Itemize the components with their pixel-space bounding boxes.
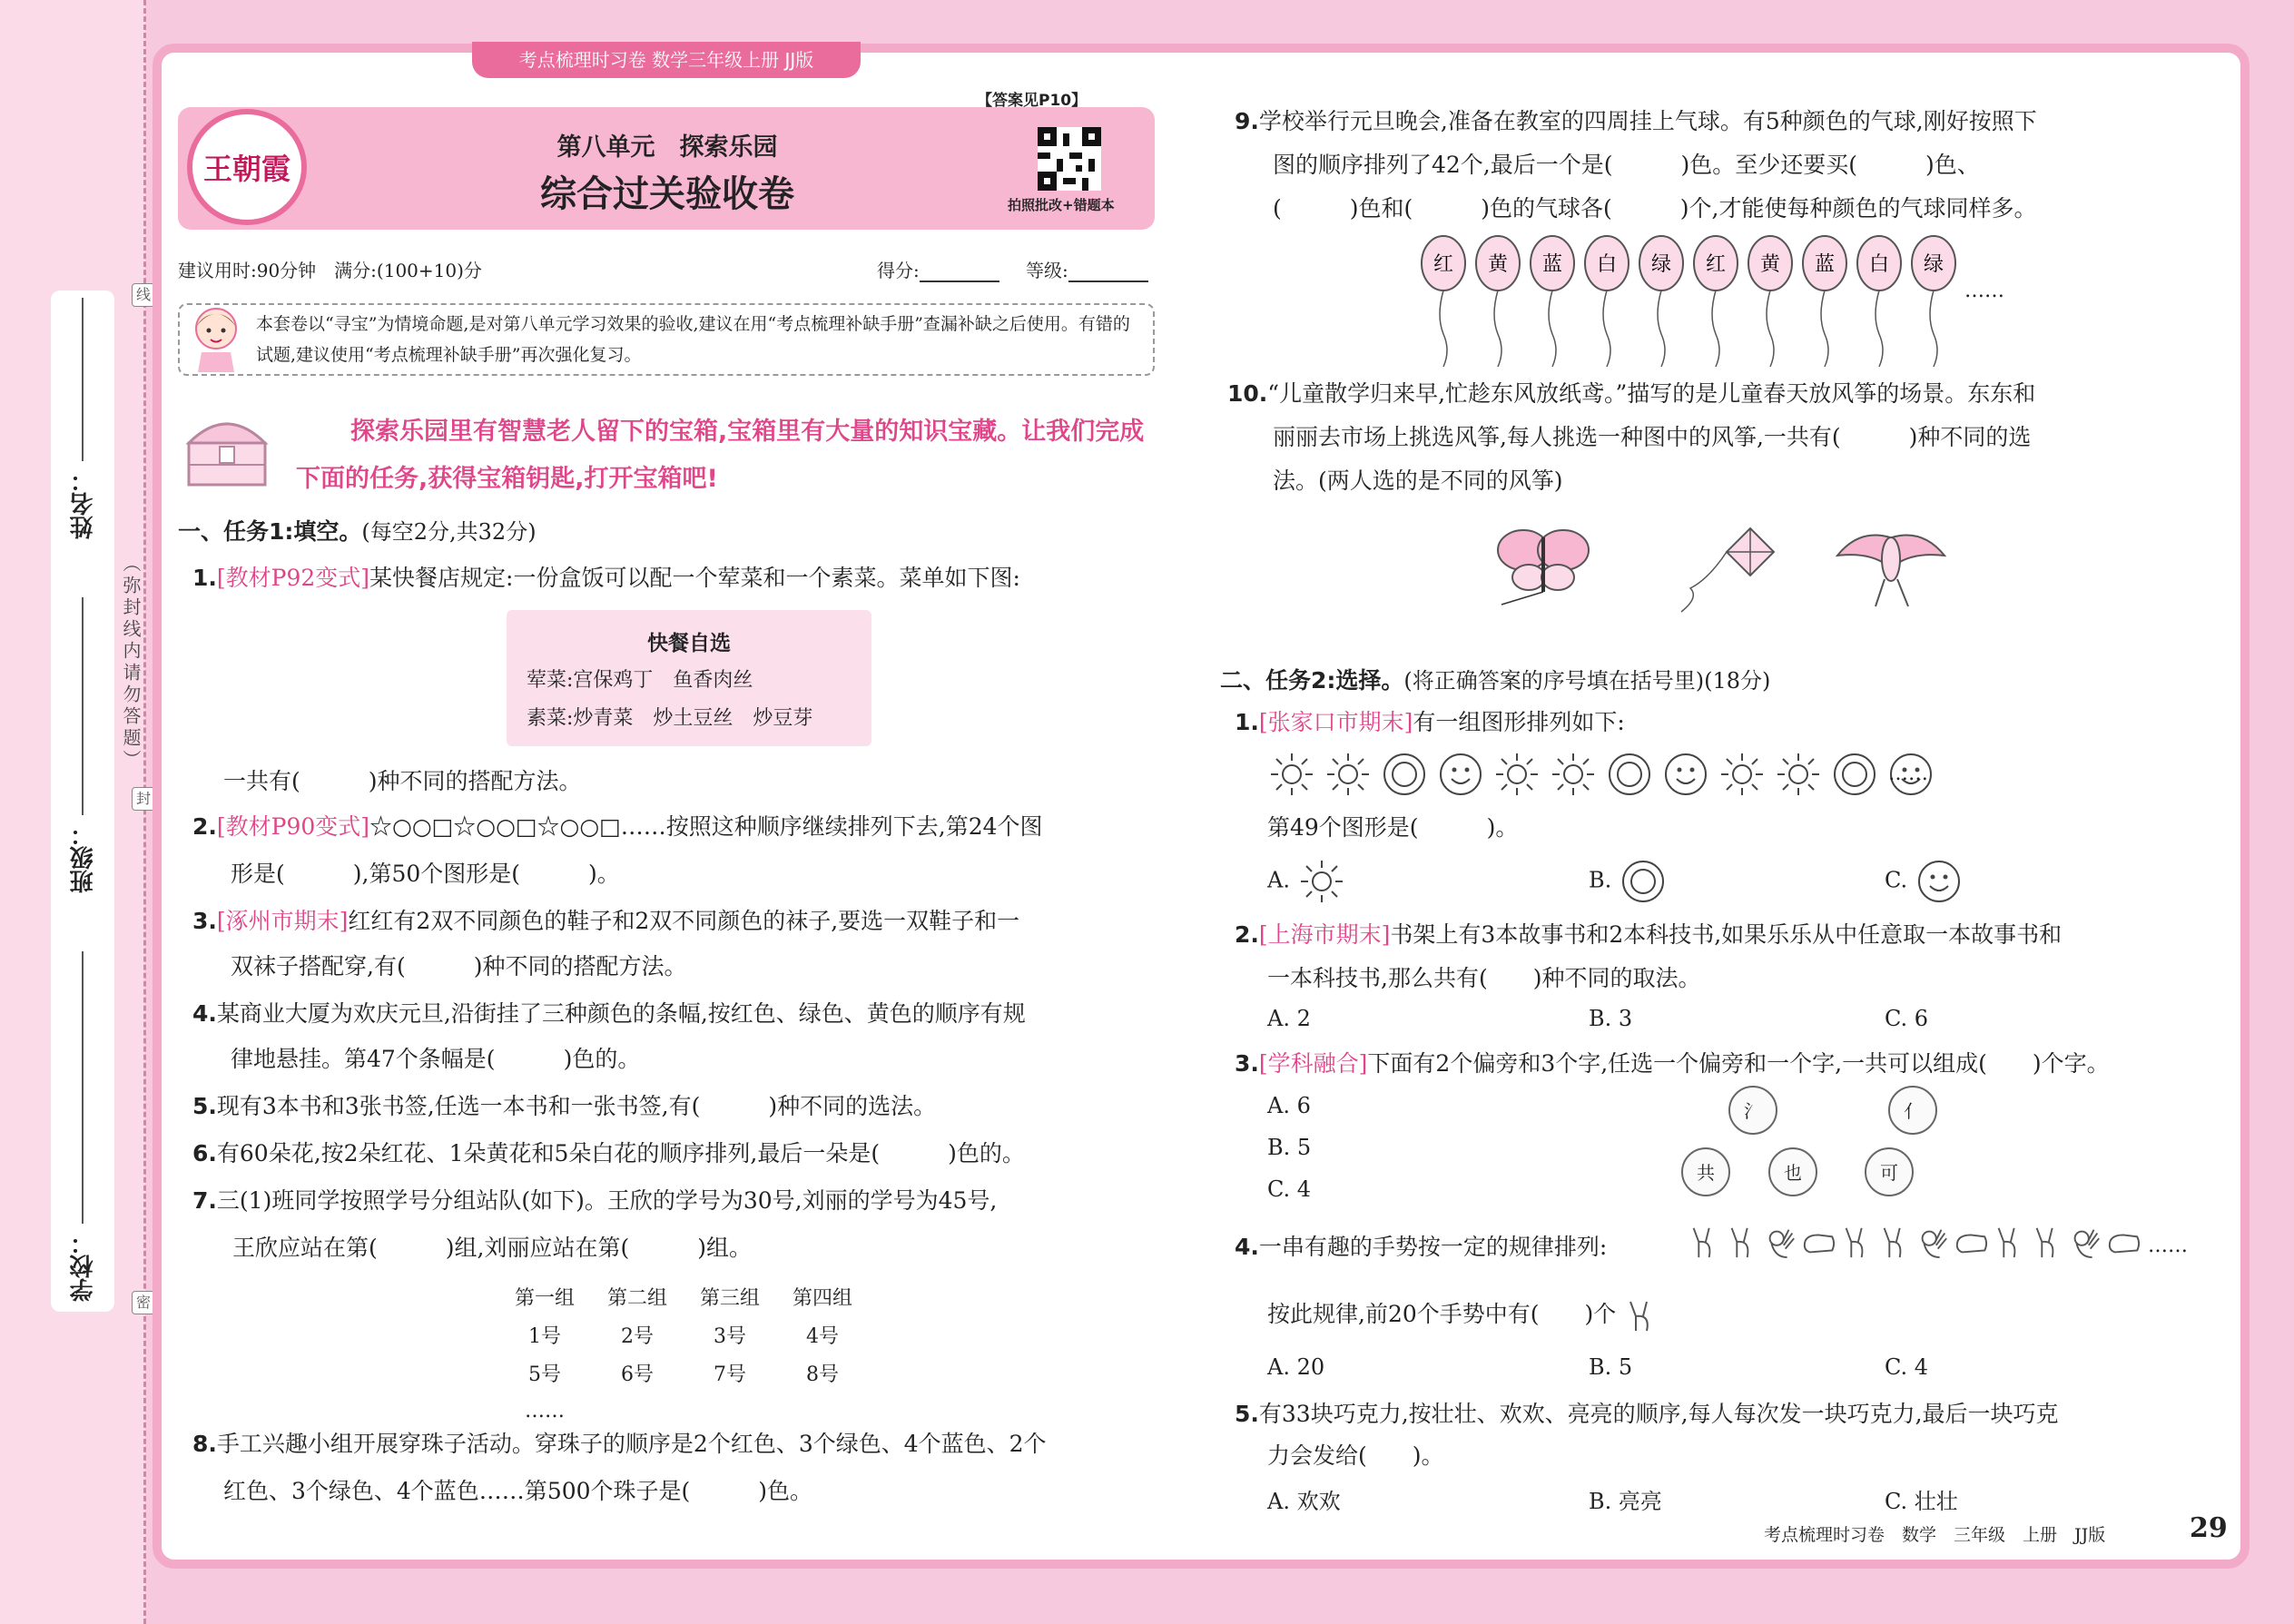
answer-reference: 【答案见P10】 bbox=[977, 92, 1088, 110]
gesture-ellipsis: …… bbox=[2148, 1235, 2188, 1257]
q6-number: 6. bbox=[192, 1140, 217, 1166]
c3-option-a[interactable]: A. 6 bbox=[1267, 1093, 1311, 1118]
c1-option-a-label: A. bbox=[1267, 867, 1290, 893]
double-circle-icon bbox=[1619, 857, 1668, 906]
score-blank[interactable] bbox=[920, 264, 999, 282]
binding-dashed-line bbox=[143, 0, 146, 1624]
score-field[interactable] bbox=[877, 256, 999, 282]
sun-icon bbox=[1324, 750, 1373, 799]
double-circle-icon bbox=[1830, 750, 1879, 799]
group-cell: 4号 bbox=[806, 1324, 839, 1348]
q9-text: 学校举行元旦晚会,准备在教室的四周挂上气球。有5种颜色的气球,刚好按照下 bbox=[1258, 108, 2037, 134]
radical-wheel: 亻 bbox=[1888, 1086, 1937, 1135]
menu-veg: 素菜:炒青菜 炒土豆丝 炒豆芽 bbox=[527, 707, 813, 730]
gesture-sequence bbox=[1687, 1222, 2141, 1262]
swallow-kite-icon bbox=[1832, 519, 1950, 614]
fist-hand-icon bbox=[1801, 1222, 1836, 1262]
shape-ellipsis: …… bbox=[1888, 763, 1928, 785]
group-row bbox=[499, 1316, 868, 1353]
class-line bbox=[82, 597, 84, 815]
section2-heading: 二、任务2:选择。 bbox=[1220, 667, 1404, 694]
question-4 bbox=[192, 991, 1164, 1037]
section1-heading: 一、任务1:填空。 bbox=[178, 518, 362, 545]
group-cell: 3号 bbox=[714, 1324, 746, 1348]
c4-text: 一串有趣的手势按一定的规律排列: bbox=[1258, 1234, 1608, 1260]
c2-text: 书架上有3本故事书和2本科技书,如果乐乐从中任意取一本故事书和 bbox=[1390, 921, 2063, 948]
q1-tag: [教材P92变式] bbox=[216, 565, 370, 591]
question-6[interactable] bbox=[192, 1131, 1164, 1176]
exam-title: 综合过关验收卷 bbox=[540, 173, 794, 215]
balloon-label: 绿 bbox=[1923, 253, 1944, 276]
seal-char-secret: 密 bbox=[132, 1291, 155, 1314]
school-line bbox=[82, 951, 84, 1224]
question-1 bbox=[192, 556, 1164, 601]
choice-3 bbox=[1235, 1042, 2206, 1086]
q5-text: 现有3本书和3张书签,任选一本书和一张书签,有( )种不同的选法。 bbox=[216, 1093, 937, 1119]
c5-option-b[interactable]: B. 亮亮 bbox=[1589, 1489, 1662, 1514]
group-header-row bbox=[499, 1278, 868, 1314]
v-sign-hand-icon bbox=[1687, 1222, 1721, 1262]
name-label: 姓名： bbox=[69, 468, 97, 539]
c2-tag: [上海市期末] bbox=[1258, 921, 1391, 948]
brand-logo: 王朝霞 bbox=[187, 109, 307, 225]
ok-hand-icon bbox=[1763, 1222, 1797, 1262]
group-header: 第二组 bbox=[606, 1286, 667, 1310]
level-field[interactable] bbox=[1026, 256, 1148, 282]
v-sign-hand-icon bbox=[1992, 1222, 2026, 1262]
group-cell: 5号 bbox=[528, 1363, 561, 1386]
v-sign-hand-icon bbox=[1725, 1222, 1759, 1262]
score-label: 得分: bbox=[877, 260, 920, 281]
c4-answer-text: 按此规律,前20个手势中有( )个 bbox=[1267, 1301, 1617, 1327]
balloon-label: 蓝 bbox=[1814, 253, 1836, 276]
c2-answer-line[interactable]: 一本科技书,那么共有( )种不同的取法。 bbox=[1267, 965, 1701, 991]
section1-title bbox=[178, 514, 537, 546]
char-wheel: 共 bbox=[1681, 1147, 1730, 1196]
q6-text: 有60朵花,按2朵红花、1朵黄花和5朵白花的顺序排列,最后一朵是( )色的。 bbox=[216, 1140, 1025, 1166]
q3-answer-line[interactable]: 双袜子搭配穿,有( )种不同的搭配方法。 bbox=[231, 953, 687, 979]
balloon-label: 黄 bbox=[1759, 253, 1781, 276]
c5-text: 有33块巧克力,按壮壮、欢欢、亮亮的顺序,每人每次发一块巧克力,最后一块巧克 bbox=[1258, 1401, 2059, 1427]
question-7 bbox=[192, 1178, 1164, 1224]
question-10 bbox=[1227, 372, 2199, 416]
c5-answer-line[interactable]: 力会发给( )。 bbox=[1267, 1442, 1444, 1469]
sun-icon bbox=[1549, 750, 1598, 799]
q2-answer-line[interactable]: 形是( ),第50个图形是( )。 bbox=[231, 861, 620, 887]
c1-option-a[interactable] bbox=[1267, 857, 1346, 906]
seal-note: （弥封线内请勿答题） bbox=[120, 554, 142, 772]
q10-number: 10. bbox=[1227, 380, 1268, 407]
c4-option-c[interactable]: C. 4 bbox=[1885, 1354, 1929, 1380]
c3-option-b[interactable]: B. 5 bbox=[1267, 1135, 1312, 1160]
q10-text: “儿童散学归来早,忙趁东风放纸鸢。”描写的是儿童春天放风筝的场景。东东和 bbox=[1267, 380, 2036, 407]
choice-1 bbox=[1235, 701, 1625, 744]
unit-title: 第八单元 探索乐园 bbox=[556, 133, 778, 162]
diamond-kite-icon bbox=[1672, 525, 1781, 619]
balloon-label: 白 bbox=[1868, 253, 1890, 276]
balloons-figure bbox=[1416, 234, 2033, 370]
c5-option-a[interactable]: A. 欢欢 bbox=[1267, 1489, 1341, 1514]
q1-answer-line[interactable]: 一共有( )种不同的搭配方法。 bbox=[223, 768, 582, 794]
question-9 bbox=[1235, 100, 2197, 143]
q8-answer-line[interactable]: 红色、3个绿色、4个蓝色……第500个珠子是( )色。 bbox=[223, 1478, 813, 1504]
seal-char-line: 线 bbox=[132, 283, 155, 307]
v-sign-hand-icon bbox=[1877, 1222, 1912, 1262]
c1-option-b[interactable] bbox=[1589, 857, 1668, 906]
butterfly-kite-icon bbox=[1489, 519, 1598, 606]
question-3 bbox=[192, 899, 1164, 944]
smiley-icon bbox=[1436, 750, 1485, 799]
balloon-string bbox=[1440, 290, 1447, 367]
q9-number: 9. bbox=[1235, 108, 1259, 134]
group-cell: 6号 bbox=[621, 1363, 654, 1386]
class-label: 班级： bbox=[69, 822, 97, 893]
sun-icon bbox=[1718, 750, 1767, 799]
radical-wheel: 氵 bbox=[1728, 1086, 1777, 1135]
c4-option-a[interactable]: A. 20 bbox=[1267, 1354, 1325, 1380]
time-score: 建议用时:90分钟 满分:(100+10)分 bbox=[178, 260, 482, 281]
sun-icon bbox=[1297, 857, 1346, 906]
c5-number: 5. bbox=[1235, 1401, 1259, 1427]
question-2 bbox=[192, 804, 1164, 850]
q1-number: 1. bbox=[192, 565, 217, 591]
smiley-icon bbox=[1915, 857, 1964, 906]
choice-5 bbox=[1235, 1393, 2206, 1436]
q8-number: 8. bbox=[192, 1431, 217, 1457]
balloon-string bbox=[1930, 290, 1937, 367]
ok-hand-icon bbox=[2068, 1222, 2102, 1262]
q4-answer-line[interactable]: 律地悬挂。第47个条幅是( )色的。 bbox=[231, 1046, 641, 1072]
name-field[interactable] bbox=[51, 290, 114, 539]
balloon-row bbox=[1416, 234, 2033, 370]
group-header: 第三组 bbox=[699, 1286, 760, 1310]
group-header: 第一组 bbox=[514, 1286, 575, 1310]
c3-tag: [学科融合] bbox=[1258, 1050, 1368, 1077]
question-5[interactable] bbox=[192, 1084, 1164, 1129]
menu-meat: 荤菜:宫保鸡丁 鱼香肉丝 bbox=[527, 669, 753, 692]
level-label: 等级: bbox=[1026, 260, 1068, 281]
q2-text: ☆○○□☆○○□☆○○□……按照这种顺序继续排列下去,第24个图 bbox=[369, 813, 1043, 840]
double-circle-icon bbox=[1605, 750, 1654, 799]
sun-icon bbox=[1267, 750, 1316, 799]
balloon-string bbox=[1603, 290, 1610, 367]
c1-option-c[interactable] bbox=[1885, 857, 1964, 906]
balloon-string bbox=[1876, 290, 1883, 367]
group-cell: 8号 bbox=[806, 1363, 839, 1386]
balloon-label: 蓝 bbox=[1541, 253, 1563, 276]
v-sign-hand-icon bbox=[1623, 1298, 1659, 1334]
group-ellipsis: …… bbox=[525, 1399, 565, 1422]
balloon-ellipsis: …… bbox=[1964, 280, 2004, 302]
q2-tag: [教材P90变式] bbox=[216, 813, 370, 840]
menu-title: 快餐自选 bbox=[647, 632, 731, 655]
q2-number: 2. bbox=[192, 813, 217, 840]
q9-line-2[interactable]: 图的顺序排列了42个,最后一个是( )色。至少还要买( )色、 bbox=[1273, 152, 1980, 178]
balloon-label: 绿 bbox=[1650, 253, 1672, 276]
group-cell: 2号 bbox=[621, 1324, 654, 1348]
c3-option-c[interactable]: C. 4 bbox=[1267, 1176, 1312, 1202]
c1-tag: [张家口市期末] bbox=[1258, 709, 1413, 735]
q10-line-3: 法。(两人选的是不同的风筝) bbox=[1273, 468, 1563, 494]
treasure-chest-icon bbox=[182, 410, 272, 490]
sun-icon bbox=[1492, 750, 1541, 799]
school-label: 学校： bbox=[69, 1231, 97, 1302]
c2-option-c[interactable]: C. 6 bbox=[1885, 1006, 1929, 1031]
girl-avatar-icon bbox=[189, 303, 243, 372]
choice-2 bbox=[1235, 913, 2206, 957]
story-banner: 探索乐园里有智慧老人留下的宝箱,宝箱里有大量的知识宝藏。让我们完成下面的任务,获得宝箱钥匙,打开宝箱吧! bbox=[296, 418, 1145, 493]
smiley-icon bbox=[1661, 750, 1710, 799]
page-footer: 考点梳理时习卷 数学 三年级 上册 JJ版 bbox=[1764, 1525, 2106, 1545]
c1-option-c-label: C. bbox=[1885, 867, 1908, 893]
fist-hand-icon bbox=[1954, 1222, 1988, 1262]
qr-caption: 拍照批改+错题本 bbox=[1008, 197, 1115, 213]
shape-seq bbox=[1267, 750, 1935, 799]
group-header: 第四组 bbox=[792, 1286, 852, 1310]
c4-number: 4. bbox=[1235, 1234, 1259, 1260]
c4-option-b[interactable]: B. 5 bbox=[1589, 1354, 1633, 1380]
q7-number: 7. bbox=[192, 1187, 217, 1214]
balloon-label: 红 bbox=[1433, 253, 1454, 276]
q4-text: 某商业大厦为欢庆元旦,沿街挂了三种颜色的条幅,按红色、绿色、黄色的顺序有规 bbox=[216, 1000, 1026, 1027]
v-sign-hand-icon bbox=[1839, 1222, 1874, 1262]
q10-line-2[interactable]: 丽丽去市场上挑选风筝,每人挑选一种图中的风筝,一共有( )种不同的选 bbox=[1273, 424, 2032, 450]
question-8 bbox=[192, 1422, 1164, 1467]
c2-option-b[interactable]: B. 3 bbox=[1589, 1006, 1633, 1031]
c3-number: 3. bbox=[1235, 1050, 1259, 1077]
q7-text: 三(1)班同学按照学号分组站队(如下)。王欣的学号为30号,刘丽的学号为45号, bbox=[216, 1187, 998, 1214]
top-tab: 考点梳理时习卷 数学三年级上册 JJ版 bbox=[472, 42, 861, 78]
char-wheel: 可 bbox=[1865, 1147, 1914, 1196]
balloon-string bbox=[1712, 290, 1719, 367]
char-wheel: 也 bbox=[1768, 1147, 1817, 1196]
seal-char-seal: 封 bbox=[132, 787, 155, 811]
balloon-string bbox=[1821, 290, 1828, 367]
shape-sequence bbox=[1267, 750, 1935, 804]
class-field[interactable] bbox=[51, 590, 114, 893]
c1-text: 有一组图形排列如下: bbox=[1413, 709, 1625, 735]
section1-score: (每空2分,共32分) bbox=[361, 519, 537, 545]
ok-hand-icon bbox=[1915, 1222, 1950, 1262]
q3-tag: [涿州市期末] bbox=[216, 908, 349, 934]
c3-text: 下面有2个偏旁和3个字,任选一个偏旁和一个字,一共可以组成( )个字。 bbox=[1367, 1050, 2110, 1077]
group-cell: 7号 bbox=[714, 1363, 746, 1386]
q8-text: 手工兴趣小组开展穿珠子活动。穿珠子的顺序是2个红色、3个绿色、4个蓝色、2个 bbox=[216, 1431, 1047, 1457]
balloon-string bbox=[1658, 290, 1665, 367]
double-circle-icon bbox=[1380, 750, 1429, 799]
q3-number: 3. bbox=[192, 908, 217, 934]
choice-4 bbox=[1235, 1225, 1607, 1269]
c1-option-b-label: B. bbox=[1589, 867, 1612, 893]
q1-text: 某快餐店规定:一份盒饭可以配一个荤菜和一个素菜。菜单如下图: bbox=[369, 565, 1020, 591]
q4-number: 4. bbox=[192, 1000, 217, 1027]
group-cell: 1号 bbox=[528, 1324, 561, 1348]
group-table bbox=[497, 1276, 870, 1431]
q7-answer-line[interactable]: 王欣应站在第( )组,刘丽应站在第( )组。 bbox=[232, 1235, 752, 1261]
intro-text: 本套卷以“寻宝”为情境命题,是对第八单元学习效果的验收,建议在用“考点梳理补缺手册”查漏补缺之后使用。有错的试题,建议使用“考点梳理补缺手册”再次强化复习。 bbox=[256, 314, 1130, 365]
level-blank[interactable] bbox=[1068, 264, 1148, 282]
page-number: 29 bbox=[2190, 1512, 2228, 1544]
c1-number: 1. bbox=[1235, 709, 1259, 735]
c5-option-c[interactable]: C. 壮壮 bbox=[1885, 1489, 1958, 1514]
school-field[interactable] bbox=[51, 944, 114, 1302]
student-info-card bbox=[51, 290, 114, 1312]
v-sign-hand-icon bbox=[2030, 1222, 2064, 1262]
balloon-string bbox=[1494, 290, 1501, 367]
group-row bbox=[499, 1354, 868, 1391]
section2-title bbox=[1220, 663, 1770, 695]
balloon-label: 红 bbox=[1705, 253, 1727, 276]
c2-option-a[interactable]: A. 2 bbox=[1267, 1006, 1311, 1031]
balloon-label: 白 bbox=[1596, 253, 1618, 276]
q5-number: 5. bbox=[192, 1093, 217, 1119]
c2-number: 2. bbox=[1235, 921, 1259, 948]
q9-line-3[interactable]: ( )色和( )色的气球各( )个,才能使每种颜色的气球同样多。 bbox=[1273, 195, 2037, 221]
c4-answer-line[interactable] bbox=[1267, 1293, 1659, 1336]
fist-hand-icon bbox=[2106, 1222, 2141, 1262]
c1-answer-line[interactable]: 第49个图形是( )。 bbox=[1267, 814, 1519, 841]
balloon-string bbox=[1549, 290, 1556, 367]
sun-icon bbox=[1774, 750, 1823, 799]
balloon-label: 黄 bbox=[1487, 253, 1509, 276]
qr-code-icon[interactable] bbox=[1038, 127, 1101, 191]
q3-text: 红红有2双不同颜色的鞋子和2双不同颜色的袜子,要选一双鞋子和一 bbox=[348, 908, 1020, 934]
balloon-string bbox=[1767, 290, 1774, 367]
name-line bbox=[82, 298, 84, 461]
section2-score: (将正确答案的序号填在括号里)(18分) bbox=[1403, 668, 1771, 694]
